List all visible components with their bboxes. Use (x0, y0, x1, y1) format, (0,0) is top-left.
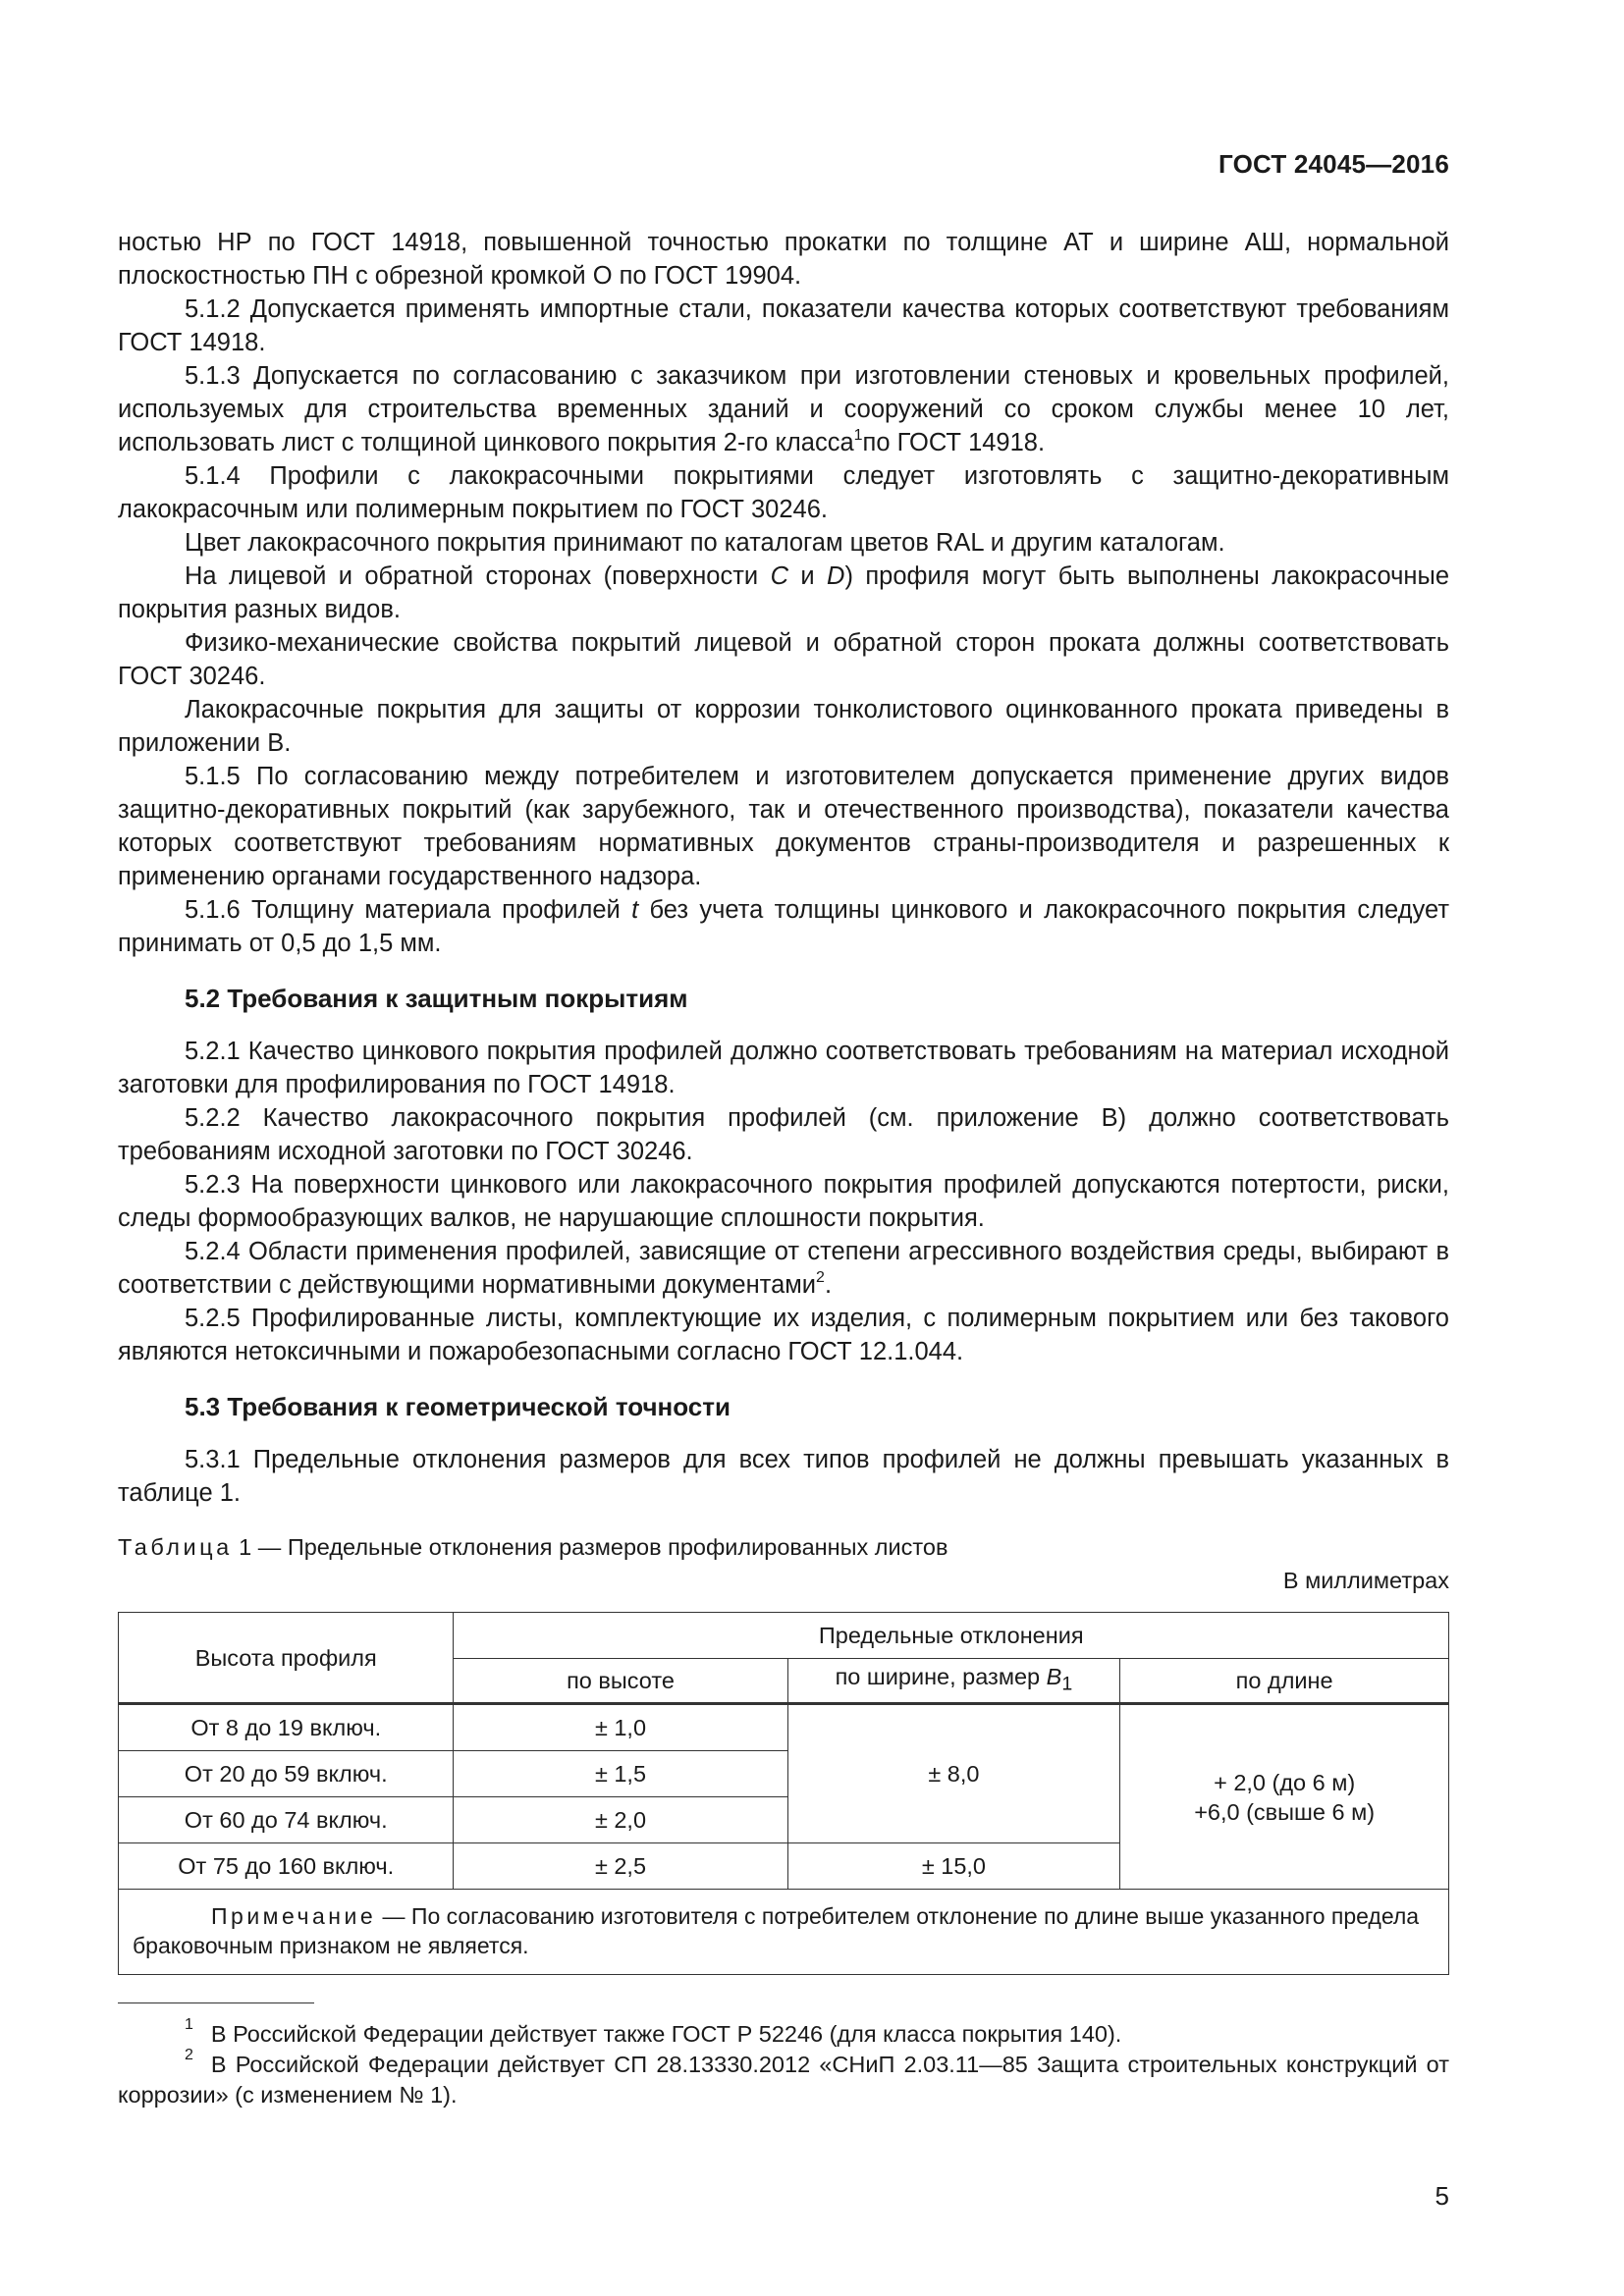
table-units: В миллиметрах (1282, 1568, 1449, 1593)
paragraph-sides-and: и (787, 562, 828, 590)
paragraph-5-1-3-tail: по ГОСТ 14918. (862, 429, 1046, 456)
paragraph-5-2-4 (118, 1235, 1449, 1302)
footnote-mark-2: 2 (185, 2047, 193, 2064)
cell-height: От 75 до 160 включ. (119, 1843, 454, 1890)
paragraph-sides-tail: ) профиля могут быть выполнены лакокрасочные покрытия разных видов. (118, 562, 1449, 623)
paragraph-sides (118, 560, 1449, 626)
cell-dev-height: ± 2,5 (454, 1843, 787, 1890)
deviation-table (118, 1612, 1449, 1975)
table-note-row (119, 1890, 1449, 1975)
header-deviation-group: Предельные отклонения (454, 1613, 1449, 1659)
cell-height: От 20 до 59 включ. (119, 1751, 454, 1797)
section-heading-5-2: 5.2 Требования к защитным покрытиям (185, 984, 688, 1013)
header-by-height: по высоте (454, 1659, 787, 1704)
footnote-2 (118, 2047, 1449, 2110)
footnote-divider (118, 2002, 314, 2003)
table-header-row (119, 1613, 1449, 1659)
footnotes (118, 2016, 1449, 2110)
paragraph-5-2-4-text: 5.2.4 Области применения профилей, зависящие от степени агрессивного воздействия среды, выбирают в соответствии с действующими нормативными документами (118, 1238, 1449, 1299)
page-number: 5 (1435, 2181, 1449, 2211)
paragraph-5-2-3: 5.2.3 На поверхности цинкового или лакокрасочного покрытия профилей допускаются потертости, риски, следы формообразующих валков, не нарушающие сплошности покрытия. (118, 1171, 1449, 1232)
paragraph-5-1-5: 5.1.5 По согласованию между потребителем и изготовителем допускается применение других видов защитно-декоративных покрытий (как зарубежного, так и отечественного производства), показатели качества которых соответствуют требованиям нормативных документов страны-производителя и разрешенных к применению органами государственного надзора. (118, 763, 1449, 890)
surface-d: D (827, 562, 845, 590)
header-by-width-text: по ширине, размер (835, 1664, 1047, 1690)
header-by-length: по длине (1120, 1659, 1449, 1704)
paragraph-5-3-1: 5.3.1 Предельные отклонения размеров для всех типов профилей не должны превышать указанных в таблице 1. (118, 1446, 1449, 1507)
thickness-symbol: t (631, 896, 639, 924)
standard-header: ГОСТ 24045—2016 (1218, 149, 1449, 179)
cell-dev-width-small: ± 8,0 (787, 1704, 1120, 1843)
footnote-ref-2: 2 (816, 1268, 825, 1286)
cell-dev-height: ± 2,0 (454, 1797, 787, 1843)
cell-dev-height: ± 1,0 (454, 1704, 787, 1751)
paragraph-5-2-1: 5.2.1 Качество цинкового покрытия профилей должно соответствовать требованиям на материал исходной заготовки для профилирования по ГОСТ 14918. (118, 1038, 1449, 1098)
paragraph-5-2-5: 5.2.5 Профилированные листы, комплектующие их изделия, с полимерным покрытием или без такового являются нетоксичными и пожаробезопасными согласно ГОСТ 12.1.044. (118, 1305, 1449, 1365)
paragraph-5-1-4: 5.1.4 Профили с лакокрасочными покрытиями следует изготовлять с защитно-декоративным лакокрасочным или полимерным покрытием по ГОСТ 30246. (118, 462, 1449, 523)
header-profile-height: Высота профиля (119, 1613, 454, 1704)
paragraph-continued: ностью НР по ГОСТ 14918, повышенной точностью прокатки по толщине АТ и ширине АШ, нормальной плоскостностью ПН с обрезной кромкой О по ГОСТ 19904. (118, 229, 1449, 290)
cell-height: От 8 до 19 включ. (119, 1704, 454, 1751)
surface-c: C (770, 562, 788, 590)
paragraph-5-2-4-end: . (824, 1271, 833, 1299)
table-note-label: Примечание (211, 1903, 377, 1929)
cell-dev-length (1120, 1704, 1449, 1890)
footnote-mark-1: 1 (185, 2016, 193, 2034)
footnote-1 (118, 2016, 1449, 2050)
table-note-text: — По согласованию изготовителя с потребителем отклонение по длине выше указанного предела браковочным признаком не является. (133, 1903, 1420, 1958)
paragraph-color: Цвет лакокрасочного покрытия принимают по каталогам цветов RAL и другим каталогам. (185, 529, 1225, 557)
paragraph-5-1-6-text: 5.1.6 Толщину материала профилей (185, 896, 632, 924)
cell-height: От 60 до 74 включ. (119, 1797, 454, 1843)
table-caption (118, 1531, 1449, 1563)
length-line-2: +6,0 (свыше 6 м) (1194, 1798, 1376, 1825)
table-caption-label: Таблица (118, 1534, 233, 1560)
page-body (118, 226, 1449, 2110)
length-line-1: + 2,0 (до 6 м) (1214, 1769, 1356, 1795)
paragraph-5-2-2: 5.2.2 Качество лакокрасочного покрытия профилей (см. приложение В) должно соответствовать требованиям исходной заготовки по ГОСТ 30246. (118, 1104, 1449, 1165)
header-width-var: B (1046, 1664, 1062, 1690)
footnote-2-text: В Российской Федерации действует СП 28.13330.2012 «СНиП 2.03.11—85 Защита строительных конструкций от коррозии» (с изменением № 1). (118, 2052, 1449, 2108)
paragraph-5-1-6 (118, 893, 1449, 960)
paragraph-5-1-6-tail: без учета толщины цинкового и лакокрасочного покрытия следует принимать от 0,5 до 1,5 мм. (118, 896, 1450, 957)
paragraph-sides-text: На лицевой и обратной сторонах (поверхности (185, 562, 771, 590)
cell-dev-height: ± 1,5 (454, 1751, 787, 1797)
footnote-ref-1: 1 (853, 426, 863, 444)
paragraph-physical-properties: Физико-механические свойства покрытий лицевой и обратной сторон проката должны соответствовать ГОСТ 30246. (118, 629, 1449, 690)
paragraph-5-1-3-text: 5.1.3 Допускается по согласованию с заказчиком при изготовлении стеновых и кровельных профилей, используемых для строительства временных зданий и сооружений со сроком службы менее 10 лет, использовать лист с толщиной цинкового покрытия 2-го класса (118, 362, 1449, 456)
header-by-width (787, 1659, 1120, 1704)
paragraph-5-1-2: 5.1.2 Допускается применять импортные стали, показатели качества которых соответствуют требованиям ГОСТ 14918. (118, 295, 1449, 356)
cell-dev-width-large: ± 15,0 (787, 1843, 1120, 1890)
paragraph-corrosion: Лакокрасочные покрытия для защиты от коррозии тонколистового оцинкованного проката приведены в приложении В. (118, 696, 1449, 757)
header-width-sub: 1 (1061, 1673, 1073, 1695)
footnote-1-text: В Российской Федерации действует также ГОСТ Р 52246 (для класса покрытия 140). (210, 2021, 1122, 2047)
paragraph-5-1-3 (118, 359, 1449, 459)
table-row (119, 1704, 1449, 1751)
table-note (119, 1890, 1449, 1975)
section-heading-5-3: 5.3 Требования к геометрической точности (185, 1392, 731, 1421)
table-caption-text: 1 — Предельные отклонения размеров профилированных листов (232, 1534, 948, 1560)
